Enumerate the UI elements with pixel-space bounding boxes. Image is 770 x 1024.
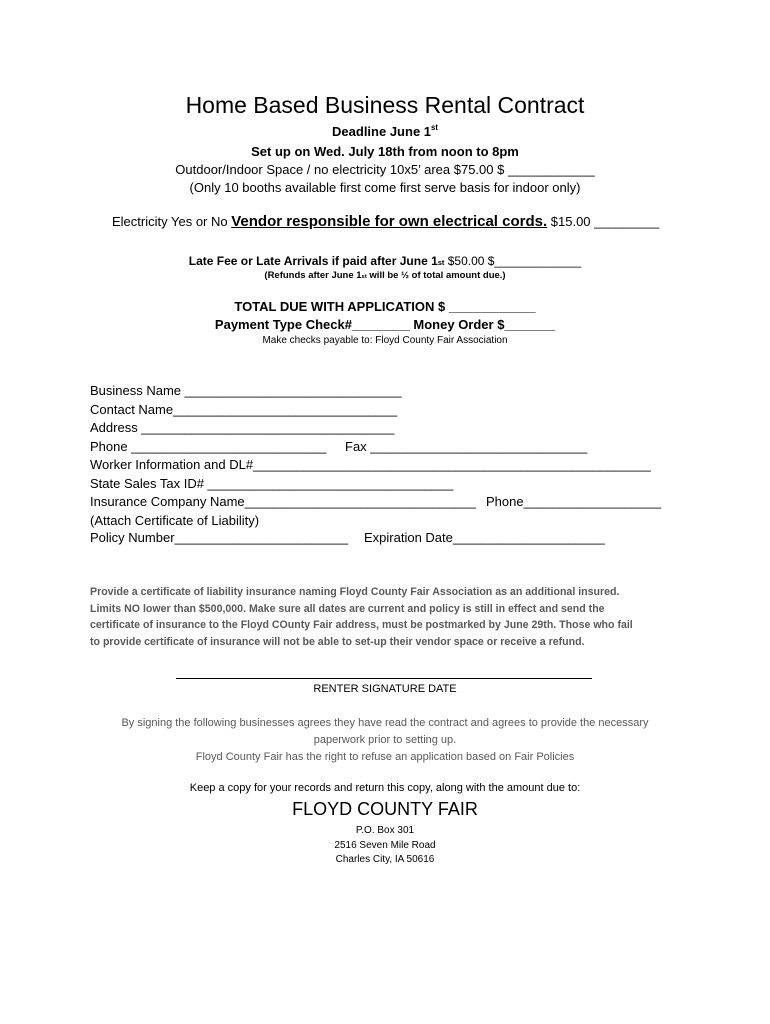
agreement-line: paperwork prior to setting up. <box>313 734 457 746</box>
agreement-text <box>0 715 770 766</box>
business-name-field[interactable]: Business Name ______________________________ <box>90 383 402 398</box>
insurance-notice-line: Limits NO lower than $500,000. Make sure all dates are current and policy is still in effect and send the <box>90 602 605 615</box>
sales-tax-field[interactable]: State Sales Tax ID# __________________________________ <box>90 476 454 491</box>
signature-label: RENTER SIGNATURE DATE <box>313 683 457 695</box>
electricity-prefix: Electricity Yes or No <box>112 214 232 229</box>
keep-copy-note: Keep a copy for your records and return this copy, along with the amount due to: <box>189 782 581 794</box>
agreement-line: By signing the following businesses agrees they have read the contract and agrees to provide the necessary <box>121 717 649 729</box>
org-address-line: 2516 Seven Mile Road <box>334 839 436 851</box>
attach-certificate-note: (Attach Certificate of Liability) <box>90 513 260 528</box>
electricity-suffix: $15.00 _________ <box>547 214 660 229</box>
insurance-notice <box>90 584 633 650</box>
total-due-line: TOTAL DUE WITH APPLICATION $ ____________ <box>234 299 536 314</box>
address-field[interactable]: Address ___________________________________ <box>90 420 395 435</box>
electricity-emphasis: Vendor responsible for own electrical cords. <box>231 213 548 230</box>
signature-line[interactable] <box>176 678 592 679</box>
electricity-line <box>112 213 659 230</box>
expiration-date-field[interactable]: Expiration Date_____________________ <box>364 530 605 545</box>
setup-line: Set up on Wed. July 18th from noon to 8pm <box>251 144 519 159</box>
contact-name-field[interactable]: Contact Name_______________________________ <box>90 402 398 417</box>
late-fee-line <box>0 254 770 268</box>
insurance-notice-line: to provide certificate of insurance will not be able to set-up their vendor space or receive a refund. <box>90 635 585 648</box>
org-name: FLOYD COUNTY FAIR <box>292 799 478 819</box>
org-address-line: P.O. Box 301 <box>355 825 415 836</box>
insurance-company-field[interactable]: Insurance Company Name________________________________ <box>90 494 476 509</box>
fax-field[interactable]: Fax ______________________________ <box>345 439 588 454</box>
refunds-sup: st <box>361 274 367 280</box>
insurance-phone-field[interactable]: Phone___________________ <box>486 494 661 509</box>
agreement-line: Floyd County Fair has the right to refuse an application based on Fair Policies <box>195 751 575 763</box>
insurance-notice-line: certificate of insurance to the Floyd COunty Fair address, must be postmarked by June 29th. Those who fail <box>90 619 633 631</box>
org-address-line: Charles City, IA 50616 <box>335 854 435 865</box>
deadline-sup: st <box>431 122 438 132</box>
late-fee-prefix: Late Fee or Late Arrivals if paid after June 1 <box>188 254 438 268</box>
policy-number-field[interactable]: Policy Number________________________ <box>90 530 349 545</box>
payment-type-line: Payment Type Check#________ Money Order $_______ <box>214 317 556 332</box>
late-fee-suffix: $50.00 $_____________ <box>444 254 582 268</box>
refunds-suffix: will be ½ of total amount due.) <box>366 270 506 281</box>
phone-field[interactable]: Phone ___________________________ <box>90 439 327 454</box>
refunds-prefix: (Refunds after June 1 <box>264 270 362 281</box>
booths-note: (Only 10 booths available first come first serve basis for indoor only) <box>189 180 581 195</box>
insurance-notice-line: Provide a certificate of liability insurance naming Floyd County Fair Association as an additional insured. <box>90 586 620 598</box>
org-address <box>0 824 770 868</box>
deadline-text: Deadline June 1 <box>332 124 432 139</box>
deadline-line <box>0 124 770 139</box>
worker-info-field[interactable]: Worker Information and DL#_______________________________________________________ <box>90 457 651 472</box>
late-fee-sup: st <box>437 258 445 267</box>
refunds-note <box>0 270 770 281</box>
page-title: Home Based Business Rental Contract <box>185 92 585 118</box>
checks-payable-note: Make checks payable to: Floyd County Fair Association <box>262 335 508 346</box>
space-line: Outdoor/Indoor Space / no electricity 10x5’ area $75.00 $ ____________ <box>175 162 595 177</box>
